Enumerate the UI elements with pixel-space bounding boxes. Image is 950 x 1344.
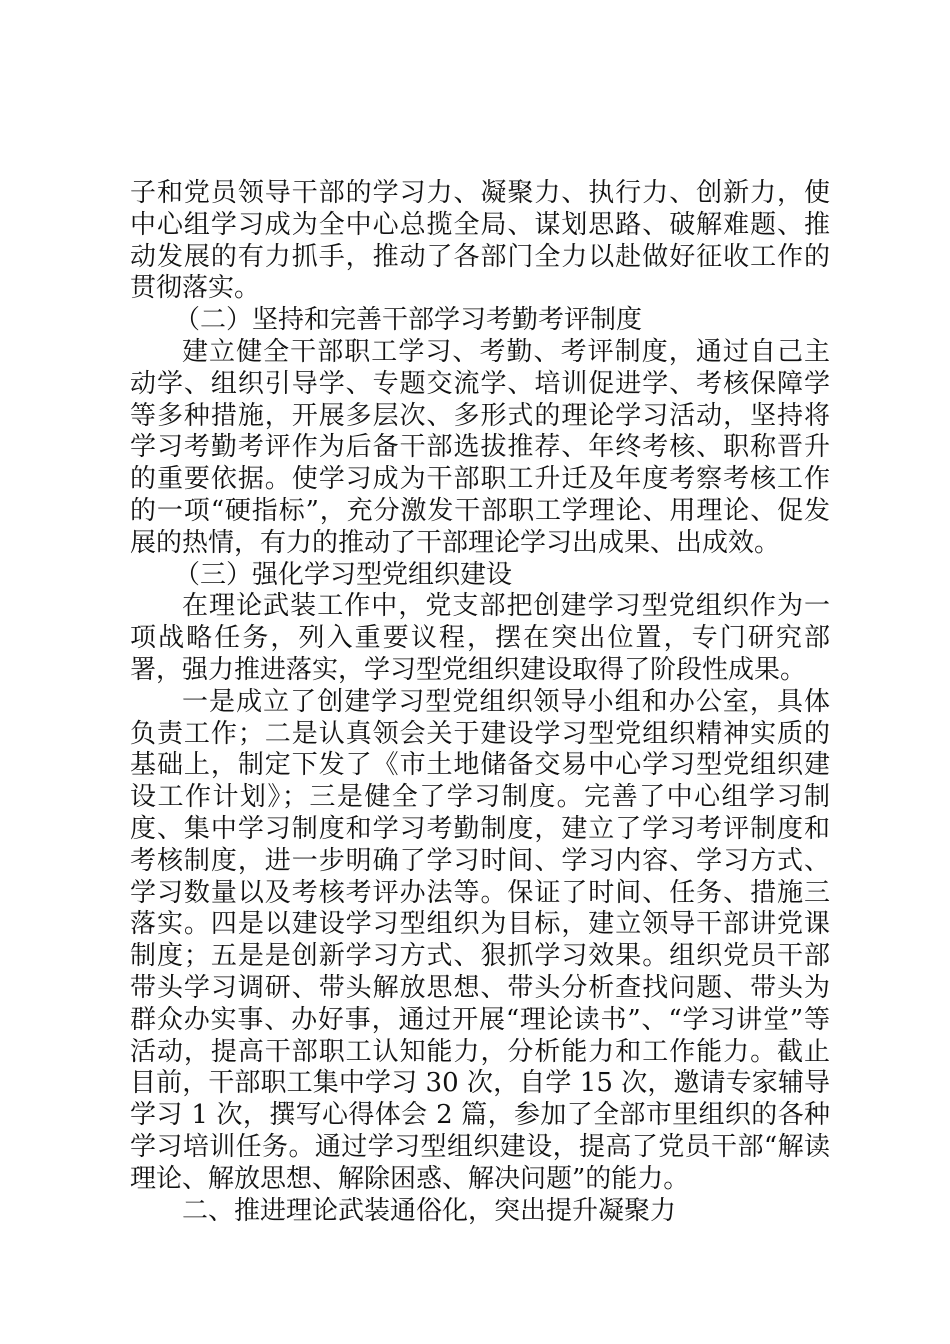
paragraph-continuation: 子和党员领导干部的学习力、凝聚力、执行力、创新力，使中心组学习成为全中心总揽全局、谋划思路、破解难题、推动发展的有力抓手，推动了各部门全力以赴做好征收工作的贯彻落实。 bbox=[130, 178, 830, 304]
document-body bbox=[130, 178, 830, 1227]
paragraph-learning-party-details: 一是成立了创建学习型党组织领导小组和办公室，具体负责工作；二是认真领会关于建设学习型党组织精神实质的基础上，制定下发了《市土地储备交易中心学习型党组织建设工作计划》；三是健全了学习制度。完善了中心组学习制度、集中学习制度和学习考勤制度，建立了学习考评制度和考核制度，进一步明确了学习时间、学习内容、学习方式、学习数量以及考核考评办法等。保证了时间、任务、措施三落实。四是以建设学习型组织为目标，建立领导干部讲党课制度；五是是创新学习方式、狠抓学习效果。组织党员干部带头学习调研、带头解放思想、带头分析查找问题、带头为群众办实事、办好事，通过开展“理论读书”、“学习讲堂”等活动，提高干部职工认知能力，分析能力和工作能力。截止目前，干部职工集中学习 30 次，自学 15 次，邀请专家辅导学习 1 次，撰写心得体会 2 篇，参加了全部市里组织的各种学习培训任务。通过学习型组织建设，提高了党员干部“解读理论、解放思想、解除困惑、解决问题”的能力。 bbox=[130, 686, 830, 1194]
paragraph-learning-party-intro: 在理论武装工作中，党支部把创建学习型党组织作为一项战略任务，列入重要议程，摆在突出位置，专门研究部署，强力推进落实，学习型党组织建设取得了阶段性成果。 bbox=[130, 591, 830, 685]
paragraph-attendance-system: 建立健全干部职工学习、考勤、考评制度，通过自己主动学、组织引导学、专题交流学、培训促进学、考核保障学等多种措施，开展多层次、多形式的理论学习活动，坚持将学习考勤考评作为后备干部选拔推荐、年终考核、职称晋升的重要依据。使学习成为干部职工升迁及年度考察考核工作的一项“硬指标”，充分激发干部职工学理论、用理论、促发展的热情，有力的推动了干部理论学习出成果、出成效。 bbox=[130, 336, 830, 558]
section-heading-2: （二）坚持和完善干部学习考勤考评制度 bbox=[174, 305, 643, 336]
section-heading-main-2: 二、推进理论武装通俗化，突出提升凝聚力 bbox=[182, 1195, 677, 1226]
section-heading-3: （三）强化学习型党组织建设 bbox=[174, 559, 513, 590]
